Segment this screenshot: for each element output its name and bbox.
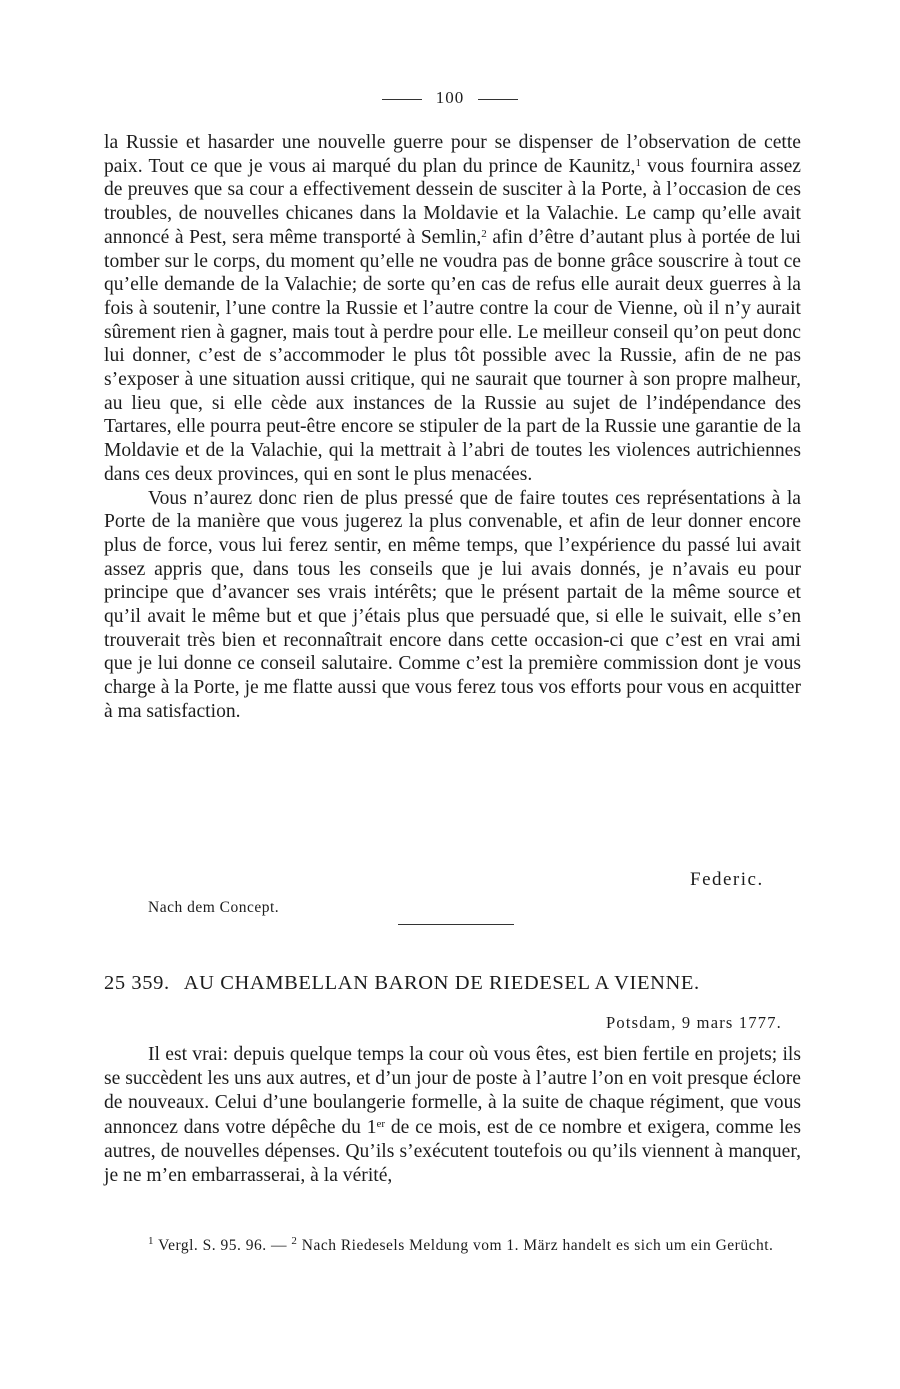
letter-continuation [104, 131, 801, 724]
page-number [0, 88, 900, 108]
page-number-dash-right [478, 99, 518, 100]
footnote-mark-2: 2 [291, 1235, 298, 1247]
signature: Federic. [690, 869, 764, 890]
paragraph-2: Vous n’aurez donc rien de plus pressé que de faire toutes ces représentations à la Porte de la manière que vous jugerez la plus convenable, et afin de leur donner encore plus de force, vous lui ferez sentir, en même temps, que l’expérience du passé lui avait assez appris que, dans tous les conseils que je lui avais donnés, je n’avais eu pour principe que d’avancer ses vrais intérêts; que le présent partait de la même source et qu’il avait le même but et que j’étais plus que persuadé que, si elle le suivait, elle s’en trouverait très bien et reconnaîtrait encore dans cette occasion-ci que c’est en vrai ami que je lui donne ce conseil salutaire. Comme c’est la première commission dont je vous charge à la Porte, je me flatte aussi que vous ferez tous vos efforts pour vous en acquitter à ma satisfaction. [104, 487, 801, 722]
letter-paragraph-1: Il est vrai: depuis quelque temps la cour où vous êtes, est bien fertile en projets; ils se succèdent les uns aux autres, et d’un jour de poste à l’autre l’on en voit presque éclore de nouveaux. Celui d’une boulangerie formelle, à la suite de chaque régiment, que vous annoncez dans votre dépêche du 1er de ce mois, est de ce nombre et exigera, comme les autres, de nouvelles dépenses. Qu’ils s’exécutent toutefois ou qu’ils viennent à manquer, je ne m’en embarrasserai, à la vérité, [104, 1044, 801, 1187]
footnote-ref-2: 2 [481, 227, 487, 240]
dateline: Potsdam, 9 mars 1777. [606, 1013, 782, 1032]
page-number-dash-left [382, 99, 422, 100]
page-number-text: 100 [435, 88, 465, 107]
letter-number: 25 359. [104, 972, 170, 994]
superscript-er: er [376, 1117, 386, 1130]
footnote-1: Vergl. S. 95. 96. — [154, 1237, 292, 1254]
letter-heading [104, 972, 801, 995]
footnote-ref-1: 1 [635, 156, 641, 169]
letter-title: AU CHAMBELLAN BARON DE RIEDESEL A VIENNE. [183, 972, 700, 994]
section-divider [398, 924, 514, 925]
letter-body [104, 1043, 801, 1188]
footnote-mark-1: 1 [148, 1235, 154, 1247]
source-note: Nach dem Concept. [148, 899, 280, 916]
footnote-2: Nach Riedesels Meldung vom 1. März handelt es sich um ein Gerücht. [297, 1237, 774, 1254]
footnotes [104, 1235, 801, 1257]
paragraph-1: la Russie et hasarder une nouvelle guerre pour se dispenser de l’observation de cette paix. Tout ce que je vous ai marqué du plan du prince de Kaunitz,$^1$ vous fournira assez de preuves que sa cour a effectivement dessein de susciter à la Porte, à l’occasion de ces troubles, de nouvelles chicanes dans la Moldavie et la Valachie. Le camp qu’elle avait annoncé à Pest, sera même transporté à Semlin,$^2$ afin d’être d’autant plus à portée de lui tomber sur le corps, du moment qu’elle ne voudra pas de bonne grâce souscrire à tout ce qu’elle demande de la Valachie; de sorte qu’en cas de refus elle aurait deux guerres à la fois à soutenir, l’une contre la Russie et l’autre contre la cour de Vienne, où il n’y aurait sûrement rien à gagner, mais tout à perdre pour elle. Le meilleur conseil qu’on peut donc lui donner, c’est de s’accommoder le plus tôt possible avec la Russie, afin de ne pas s’exposer à une situation aussi critique, qui ne saurait que tourner à son propre malheur, au lieu que, si elle cède aux instances de la Russie au sujet de l’indépendance des Tartares, elle pourra peut-être encore se stipuler de la part de la Russie une garantie de la Moldavie et de la Valachie, qui la mettrait à l’abri de toutes les violences autrichiennes dans ces deux provinces, qui en sont le plus menacées. [104, 132, 801, 485]
